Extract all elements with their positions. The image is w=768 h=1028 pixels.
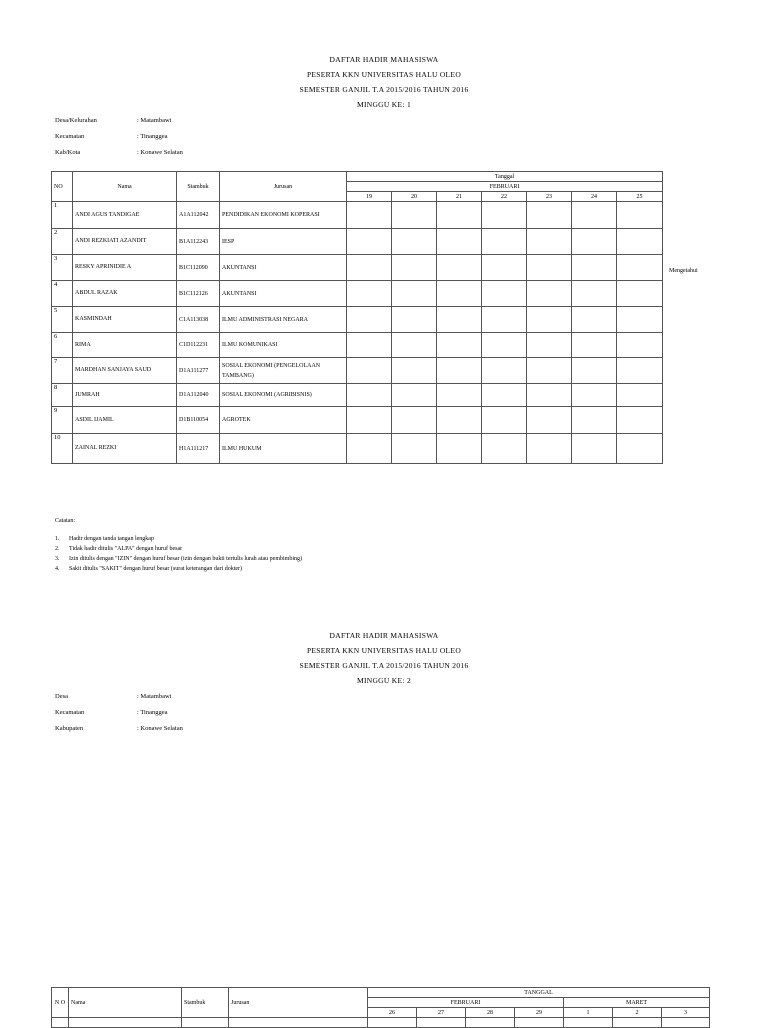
row-nama: ANDI REZKIATI AZANDIT — [73, 229, 177, 255]
date-header: 28 — [466, 1008, 515, 1018]
attendance-cell[interactable] — [482, 407, 527, 434]
row-jurusan: SOSIAL EKONOMI (AGRIBISNIS) — [220, 384, 347, 407]
table-row — [52, 358, 663, 384]
attendance-cell[interactable] — [347, 358, 392, 384]
row-no: 10 — [52, 434, 73, 464]
row-jurusan: AKUNTANSI — [220, 281, 347, 307]
info-row-desa — [55, 113, 183, 129]
table-row — [52, 255, 663, 281]
date-header: 27 — [417, 1008, 466, 1018]
notes-section — [55, 518, 302, 574]
row-nama: KASMINDAH — [73, 307, 177, 333]
table-row — [52, 281, 663, 307]
col-header-nama: Nama — [73, 172, 177, 202]
attendance-cell[interactable] — [572, 255, 617, 281]
attendance-cell[interactable] — [527, 358, 572, 384]
date-header: 26 — [368, 1008, 417, 1018]
note-item — [55, 564, 302, 574]
attendance-cell[interactable] — [347, 307, 392, 333]
mengetahui-label: Mengetahui — [669, 268, 698, 274]
row-no: 2 — [52, 229, 73, 255]
attendance-cell[interactable] — [617, 307, 663, 333]
row-stambuk: D1A111277 — [177, 358, 220, 384]
heading-week: MINGGU KE: 1 — [356, 100, 411, 109]
row-nama: ANDI AGUS TANDIGAE — [73, 202, 177, 229]
week1-attendance-table — [51, 171, 663, 464]
row-nama: RIMA — [73, 333, 177, 358]
attendance-cell[interactable] — [347, 229, 392, 255]
note-number: 2. — [55, 546, 60, 552]
date-header: 3 — [662, 1008, 710, 1018]
week2-heading — [0, 628, 768, 688]
attendance-cell[interactable] — [617, 281, 663, 307]
row-nama: MARDHAN SANJAYA SAUD — [73, 358, 177, 384]
attendance-cell[interactable] — [437, 384, 482, 407]
note-item — [55, 544, 302, 554]
week2-attendance-table — [51, 987, 710, 1028]
info-row-desa — [55, 689, 183, 705]
table-row — [52, 407, 663, 434]
col-header-no: N O — [52, 988, 69, 1018]
month-header-maret: MARET — [564, 998, 710, 1008]
date-header: 24 — [572, 192, 617, 202]
row-jurusan: ILMU ADMINISTRASI NEGARA — [220, 307, 347, 333]
row-jurusan: SOSIAL EKONOMI (PENGELOLAAN TAMBANG) — [220, 358, 347, 384]
note-text: Tidak hadir ditulis "ALPA" dengan huruf besar — [69, 546, 183, 552]
attendance-cell[interactable] — [617, 358, 663, 384]
month-header: FEBRUARI — [347, 182, 663, 192]
date-header: 21 — [437, 192, 482, 202]
attendance-cell[interactable] — [347, 407, 392, 434]
attendance-cell[interactable] — [392, 229, 437, 255]
col-header-jurusan: Jurusan — [229, 988, 368, 1018]
date-header: 23 — [527, 192, 572, 202]
attendance-cell[interactable] — [527, 384, 572, 407]
row-stambuk: D1B110054 — [177, 407, 220, 434]
row-stambuk: B1C112090 — [177, 255, 220, 281]
row-no: 7 — [52, 358, 73, 384]
note-text: Sakit ditulis "SAKIT" dengan huruf besar (surat keterangan dari dokter) — [69, 566, 243, 572]
attendance-cell[interactable] — [572, 307, 617, 333]
attendance-cell[interactable] — [527, 202, 572, 229]
attendance-cell[interactable] — [482, 255, 527, 281]
info-label: Desa/Kelurahan — [55, 117, 97, 124]
row-no: 3 — [52, 255, 73, 281]
table-row — [52, 384, 663, 407]
row-jurusan: AKUNTANSI — [220, 255, 347, 281]
row-stambuk: B1C112126 — [177, 281, 220, 307]
attendance-cell[interactable] — [437, 202, 482, 229]
attendance-cell[interactable] — [617, 333, 663, 358]
note-text: Izin ditulis dengan "IZIN" dengan huruf besar (izin dengan bukti tertulis lurah atau pembimbing) — [69, 556, 303, 562]
date-header: 19 — [347, 192, 392, 202]
row-stambuk: C1D112231 — [177, 333, 220, 358]
info-value: : Tinanggea — [137, 709, 168, 716]
attendance-cell[interactable] — [482, 434, 527, 464]
row-nama: ZAINAL REZKI — [73, 434, 177, 464]
row-no: 8 — [52, 384, 73, 407]
row-jurusan: IESP — [220, 229, 347, 255]
row-nama: RESKY APRINIDIE A — [73, 255, 177, 281]
attendance-cell[interactable] — [617, 229, 663, 255]
row-no: 6 — [52, 333, 73, 358]
attendance-cell[interactable] — [437, 307, 482, 333]
info-label: Kecamatan — [55, 133, 85, 140]
attendance-cell[interactable] — [392, 384, 437, 407]
col-header-stambuk: Stambuk — [182, 988, 229, 1018]
note-number: 1. — [55, 536, 60, 542]
info-row-kecamatan — [55, 129, 183, 145]
attendance-cell[interactable] — [392, 358, 437, 384]
attendance-cell[interactable] — [437, 358, 482, 384]
note-item — [55, 534, 302, 544]
attendance-cell[interactable] — [572, 202, 617, 229]
attendance-cell[interactable] — [392, 202, 437, 229]
attendance-cell[interactable] — [392, 307, 437, 333]
attendance-cell[interactable] — [527, 255, 572, 281]
heading-semester: SEMESTER GANJIL T.A 2015/2016 TAHUN 2016 — [299, 85, 469, 94]
col-header-nama: Nama — [69, 988, 182, 1018]
attendance-cell[interactable] — [392, 255, 437, 281]
row-jurusan: ILMU HUKUM — [220, 434, 347, 464]
row-jurusan: ILMU KOMUNIKASI — [220, 333, 347, 358]
attendance-cell[interactable] — [527, 333, 572, 358]
row-nama: ASDIL IJAMIL — [73, 407, 177, 434]
notes-title: Catatan: — [55, 518, 75, 524]
heading-participants: PESERTA KKN UNIVERSITAS HALU OLEO — [306, 646, 462, 655]
attendance-cell[interactable] — [347, 281, 392, 307]
heading-semester: SEMESTER GANJIL T.A 2015/2016 TAHUN 2016 — [299, 661, 469, 670]
row-stambuk: D1A112040 — [177, 384, 220, 407]
attendance-cell[interactable] — [527, 229, 572, 255]
row-no: 4 — [52, 281, 73, 307]
attendance-cell[interactable] — [572, 407, 617, 434]
info-value: : Konawe Selatan — [137, 725, 183, 732]
col-header-tanggal: Tanggal — [347, 172, 663, 182]
attendance-cell[interactable] — [347, 255, 392, 281]
attendance-cell[interactable] — [527, 434, 572, 464]
row-stambuk: A1A112042 — [177, 202, 220, 229]
note-text: Hadir dengan tanda tangan lengkap — [69, 536, 154, 542]
row-stambuk: H1A111217 — [177, 434, 220, 464]
week1-heading — [0, 52, 768, 112]
attendance-cell[interactable] — [437, 255, 482, 281]
attendance-cell[interactable] — [392, 333, 437, 358]
attendance-cell[interactable] — [527, 307, 572, 333]
row-stambuk: B1A112243 — [177, 229, 220, 255]
attendance-cell[interactable] — [617, 255, 663, 281]
table-row — [52, 434, 663, 464]
week2-location-info — [55, 689, 183, 737]
row-no: 5 — [52, 307, 73, 333]
table-row — [52, 229, 663, 255]
attendance-cell[interactable] — [617, 434, 663, 464]
note-number: 4. — [55, 566, 60, 572]
attendance-cell[interactable] — [572, 281, 617, 307]
date-header: 1 — [564, 1008, 613, 1018]
info-value: : Matambawi — [137, 117, 172, 124]
attendance-cell[interactable] — [482, 281, 527, 307]
info-value: : Konawe Selatan — [137, 149, 183, 156]
attendance-cell[interactable] — [437, 333, 482, 358]
col-header-tanggal: TANGGAL — [368, 988, 710, 998]
attendance-cell[interactable] — [572, 384, 617, 407]
table-row — [52, 333, 663, 358]
date-header: 25 — [617, 192, 663, 202]
row-jurusan: PENDIDIKAN EKONOMI KOPERASI — [220, 202, 347, 229]
info-label: Kabupaten — [55, 725, 84, 732]
date-header: 20 — [392, 192, 437, 202]
attendance-cell[interactable] — [482, 307, 527, 333]
attendance-cell[interactable] — [527, 407, 572, 434]
date-header: 29 — [515, 1008, 564, 1018]
attendance-cell[interactable] — [572, 229, 617, 255]
month-header-februari: FEBRUARI — [368, 998, 564, 1008]
row-no: 9 — [52, 407, 73, 434]
info-label: Kecamatan — [55, 709, 85, 716]
attendance-cell[interactable] — [482, 358, 527, 384]
heading-title: DAFTAR HADIR MAHASISWA — [329, 55, 439, 64]
col-header-jurusan: Jurusan — [220, 172, 347, 202]
table-row — [52, 202, 663, 229]
heading-participants: PESERTA KKN UNIVERSITAS HALU OLEO — [306, 70, 462, 79]
attendance-cell[interactable] — [482, 229, 527, 255]
row-jurusan: AGROTEK — [220, 407, 347, 434]
info-value: : Matambawi — [137, 693, 172, 700]
attendance-cell[interactable] — [482, 384, 527, 407]
row-nama: JUMRAH — [73, 384, 177, 407]
info-row-kabkota — [55, 145, 183, 161]
note-item — [55, 554, 302, 564]
attendance-cell[interactable] — [437, 407, 482, 434]
heading-title: DAFTAR HADIR MAHASISWA — [329, 631, 439, 640]
attendance-cell[interactable] — [437, 281, 482, 307]
attendance-cell[interactable] — [437, 229, 482, 255]
week1-location-info — [55, 113, 183, 161]
attendance-cell[interactable] — [347, 333, 392, 358]
attendance-cell[interactable] — [482, 202, 527, 229]
info-row-kabupaten — [55, 721, 183, 737]
heading-week: MINGGU KE: 2 — [356, 676, 411, 685]
attendance-cell[interactable] — [482, 333, 527, 358]
attendance-cell[interactable] — [527, 281, 572, 307]
attendance-cell[interactable] — [572, 358, 617, 384]
attendance-cell[interactable] — [392, 407, 437, 434]
attendance-cell[interactable] — [617, 407, 663, 434]
attendance-cell[interactable] — [572, 434, 617, 464]
attendance-cell[interactable] — [347, 202, 392, 229]
row-nama: ABDUL RAZAK — [73, 281, 177, 307]
attendance-cell[interactable] — [347, 434, 392, 464]
table-row — [52, 1018, 710, 1028]
attendance-cell[interactable] — [572, 333, 617, 358]
info-label: Desa — [55, 693, 68, 700]
attendance-cell[interactable] — [617, 384, 663, 407]
row-stambuk: C1A113038 — [177, 307, 220, 333]
col-header-stambuk: Stambuk — [177, 172, 220, 202]
table-row — [52, 307, 663, 333]
date-header: 22 — [482, 192, 527, 202]
info-row-kecamatan — [55, 705, 183, 721]
note-number: 3. — [55, 556, 60, 562]
attendance-cell[interactable] — [347, 384, 392, 407]
col-header-no: NO — [52, 172, 73, 202]
attendance-cell[interactable] — [392, 434, 437, 464]
attendance-cell[interactable] — [437, 434, 482, 464]
row-no: 1 — [52, 202, 73, 229]
info-value: : Tinanggea — [137, 133, 168, 140]
info-label: Kab/Kota — [55, 149, 81, 156]
attendance-cell[interactable] — [392, 281, 437, 307]
date-header: 2 — [613, 1008, 662, 1018]
attendance-cell[interactable] — [617, 202, 663, 229]
